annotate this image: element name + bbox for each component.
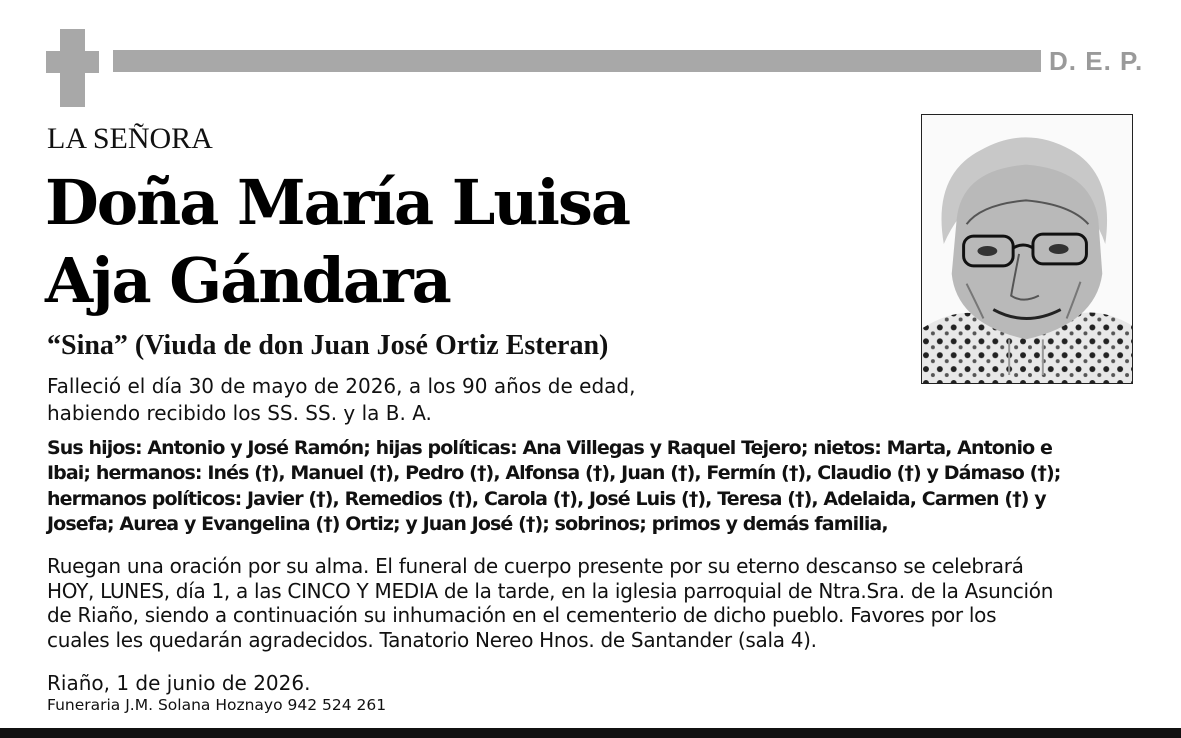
family-list-line: Ibai; hermanos: Inés (†), Manuel (†), Pedro (†), Alfonsa (†), Juan (†), Fermín (†), Claudio (†) y Dámaso (†); [47,462,1061,485]
funeral-announcement-line: HOY, LUNES, día 1, a las CINCO Y MEDIA de la tarde, en la iglesia parroquial de Ntra.Sra. de la Asunción [47,578,1054,603]
latin-cross-icon-crossbar [46,51,99,73]
funeral-announcement-line: Ruegan una oración por su alma. El funeral de cuerpo presente por su eterno descanso se celebrará [47,554,1024,578]
family-list [47,436,1137,537]
deceased-name-line-1: Doña María Luisa [45,166,630,239]
funeral-home-contact: Funeraria J.M. Solana Hoznayo 942 524 261 [47,696,387,714]
bottom-rule [0,728,1181,738]
death-notice [47,373,635,427]
funeral-announcement-line: de Riaño, siendo a continuación su inhumación en el cementerio de dicho pueblo. Favores por los [47,603,997,627]
place-and-date: Riaño, 1 de junio de 2026. [47,671,311,695]
family-list-line: hermanos políticos: Javier (†), Remedios (†), Carola (†), José Luis (†), Teresa (†), Adelaida, Carmen (†) y [47,487,1046,510]
dep-label: D. E. P. [1049,46,1144,76]
death-notice-line-1: Falleció el día 30 de mayo de 2026, a los 90 años de edad, [47,374,636,398]
family-list-line: Josefa; Aurea y Evangelina (†) Ortiz; y Juan José (†); sobrinos; primos y demás familia, [47,512,888,535]
deceased-name [45,164,629,320]
portrait-photo [921,114,1133,384]
death-notice-line-2: habiendo recibido los SS. SS. y la B. A. [47,401,432,425]
deceased-name-line-2: Aja Gándara [45,244,450,317]
header-rule [113,50,1041,72]
nickname-widow-line: “Sina” (Viuda de don Juan José Ortiz Esteran) [47,330,609,361]
funeral-announcement [47,554,1147,652]
deceased-title: LA SEÑORA [47,122,213,155]
family-list-line: Sus hijos: Antonio y José Ramón; hijas políticas: Ana Villegas y Raquel Tejero; nietos: Marta, Antonio e [47,437,1053,459]
portrait-illustration [922,115,1132,383]
funeral-announcement-line: cuales les quedarán agradecidos. Tanatorio Nereo Hnos. de Santander (sala 4). [47,627,817,652]
